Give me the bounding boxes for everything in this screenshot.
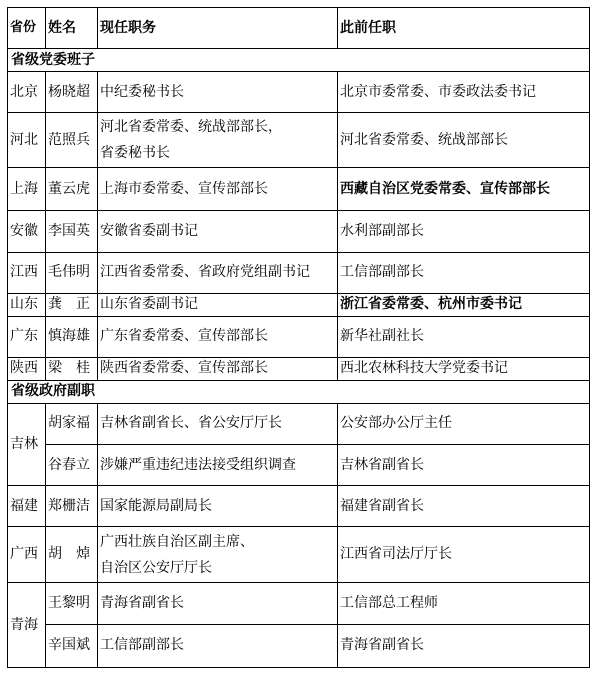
- previous-post-cell: 水利部副部长: [338, 211, 590, 252]
- appointments-table: [7, 7, 590, 668]
- section-row-party: [8, 49, 590, 72]
- province-cell: 山东: [8, 294, 46, 317]
- name-cell: 范照兵: [46, 113, 98, 168]
- name-cell: 郑栅洁: [46, 486, 98, 527]
- previous-post-cell: 福建省副省长: [338, 486, 590, 527]
- previous-post-cell: 新华社副社长: [338, 316, 590, 357]
- current-post-cell: 中纪委秘书长: [98, 72, 338, 113]
- table-row: [8, 358, 590, 381]
- province-cell: 河北: [8, 113, 46, 168]
- header-previous-post: 此前任职: [338, 8, 590, 49]
- table-row: [8, 486, 590, 527]
- current-post-cell: 工信部副部长: [98, 624, 338, 667]
- name-cell: 胡 焯: [46, 527, 98, 583]
- current-post-cell: 青海省副省长: [98, 583, 338, 624]
- province-cell: 吉林: [8, 403, 46, 486]
- previous-post-cell: 吉林省副省长: [338, 444, 590, 485]
- current-post-cell: 国家能源局副局长: [98, 486, 338, 527]
- section-title-party: 省级党委班子: [8, 49, 590, 72]
- table-row: [8, 403, 590, 444]
- province-cell: 北京: [8, 72, 46, 113]
- province-cell: 上海: [8, 168, 46, 211]
- name-cell: 龚 正: [46, 294, 98, 317]
- current-post-cell: 涉嫌严重违纪违法接受组织调查: [98, 444, 338, 485]
- name-cell: 胡家福: [46, 403, 98, 444]
- table-row: [8, 294, 590, 317]
- table-row: [8, 252, 590, 293]
- name-cell: 李国英: [46, 211, 98, 252]
- name-cell: 毛伟明: [46, 252, 98, 293]
- current-post-cell: 广东省委常委、宣传部部长: [98, 316, 338, 357]
- table-row: [8, 72, 590, 113]
- previous-post-cell: 北京市委常委、市委政法委书记: [338, 72, 590, 113]
- province-cell: 安徽: [8, 211, 46, 252]
- name-cell: 董云虎: [46, 168, 98, 211]
- name-cell: 梁 桂: [46, 358, 98, 381]
- previous-post-cell: 西北农林科技大学党委书记: [338, 358, 590, 381]
- current-post-cell: 上海市委常委、宣传部部长: [98, 168, 338, 211]
- table-row: [8, 624, 590, 667]
- table-row: [8, 113, 590, 168]
- header-row: [8, 8, 590, 49]
- table-row: [8, 583, 590, 624]
- name-cell: 慎海雄: [46, 316, 98, 357]
- current-post-cell: 广西壮族自治区副主席、 自治区公安厅厅长: [98, 527, 338, 583]
- section-row-government: [8, 380, 590, 403]
- current-post-cell: 安徽省委副书记: [98, 211, 338, 252]
- header-name: 姓名: [46, 8, 98, 49]
- table-row: [8, 316, 590, 357]
- previous-post-cell: 工信部副部长: [338, 252, 590, 293]
- name-cell: 辛国斌: [46, 624, 98, 667]
- name-cell: 王黎明: [46, 583, 98, 624]
- table-row: [8, 211, 590, 252]
- current-post-cell: 江西省委常委、省政府党组副书记: [98, 252, 338, 293]
- previous-post-cell: 浙江省委常委、杭州市委书记: [338, 294, 590, 317]
- previous-post-cell: 江西省司法厅厅长: [338, 527, 590, 583]
- section-title-government: 省级政府副职: [8, 380, 590, 403]
- province-cell: 广西: [8, 527, 46, 583]
- current-post-cell: 吉林省副省长、省公安厅厅长: [98, 403, 338, 444]
- previous-post-cell: 河北省委常委、统战部部长: [338, 113, 590, 168]
- province-cell: 广东: [8, 316, 46, 357]
- table-row: [8, 527, 590, 583]
- province-cell: 陕西: [8, 358, 46, 381]
- table-row: [8, 444, 590, 485]
- name-cell: 谷春立: [46, 444, 98, 485]
- header-province: 省份: [8, 8, 46, 49]
- current-post-cell: 陕西省委常委、宣传部部长: [98, 358, 338, 381]
- table-row: [8, 168, 590, 211]
- previous-post-cell: 工信部总工程师: [338, 583, 590, 624]
- previous-post-cell: 公安部办公厅主任: [338, 403, 590, 444]
- name-cell: 杨晓超: [46, 72, 98, 113]
- previous-post-cell: 青海省副省长: [338, 624, 590, 667]
- province-cell: 青海: [8, 583, 46, 668]
- previous-post-cell: 西藏自治区党委常委、宣传部部长: [338, 168, 590, 211]
- province-cell: 江西: [8, 252, 46, 293]
- current-post-cell: 山东省委副书记: [98, 294, 338, 317]
- header-current-post: 现任职务: [98, 8, 338, 49]
- current-post-cell: 河北省委常委、统战部部长， 省委秘书长: [98, 113, 338, 168]
- province-cell: 福建: [8, 486, 46, 527]
